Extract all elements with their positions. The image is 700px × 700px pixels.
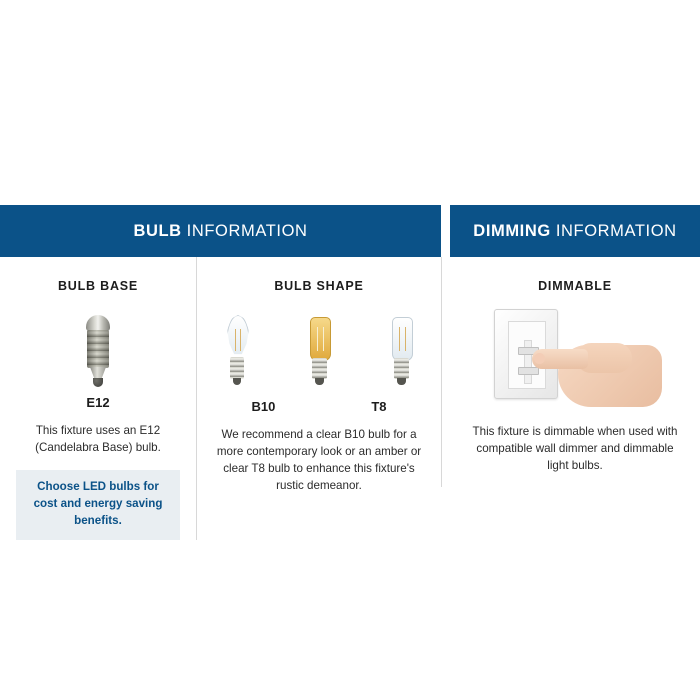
panels-container <box>0 205 700 540</box>
t8-amber-bulb-item <box>293 315 345 391</box>
bulb-shape-title: BULB SHAPE <box>274 279 364 293</box>
bulb-base-label: E12 <box>86 395 110 410</box>
bulb-information-panel <box>0 205 441 540</box>
dimmable-column <box>450 257 700 474</box>
bulb-shape-label-b10: B10 <box>251 399 276 414</box>
bulb-shape-description: We recommend a clear B10 bulb for a more contemporary look or an amber or clear T8 bulb to enhance this fixture's rustic demeanor. <box>216 428 422 493</box>
t8-amber-bulb-icon <box>304 315 334 391</box>
bulb-panel-body <box>0 257 441 540</box>
bulb-base-title: BULB BASE <box>57 279 139 293</box>
dimming-header-light: INFORMATION <box>555 221 677 240</box>
b10-bulb-item <box>211 315 263 391</box>
wall-dimmer-switch-icon <box>480 309 670 419</box>
dimming-information-panel <box>450 205 700 540</box>
bulb-header-strong: BULB <box>133 221 182 240</box>
bulb-header-light: INFORMATION <box>186 221 308 240</box>
bulb-information-header <box>0 205 441 257</box>
t8-clear-bulb-item <box>375 315 427 391</box>
bulb-shape-labels <box>211 391 427 414</box>
dimming-header-strong: DIMMING <box>473 221 551 240</box>
bulb-base-description: This fixture uses an E12 (Candelabra Base) bulb. <box>35 424 161 455</box>
dimmable-description: This fixture is dimmable when used with compatible wall dimmer and dimmable light bulbs. <box>472 425 678 473</box>
t8-clear-bulb-icon <box>386 315 416 391</box>
dimmable-title: DIMMABLE <box>538 279 612 293</box>
e12-bulb-base-icon <box>16 309 180 387</box>
bulb-shape-icons <box>211 309 427 391</box>
hand-icon <box>532 337 662 415</box>
bulb-shape-column <box>196 257 441 540</box>
panel-gap-divider <box>441 205 450 540</box>
bulb-base-column <box>0 257 196 540</box>
bulb-shape-label-t8: T8 <box>371 399 387 414</box>
led-bulb-note: Choose LED bulbs for cost and energy saving benefits. <box>16 470 180 539</box>
panel-vertical-divider <box>441 257 442 487</box>
b10-bulb-icon <box>220 315 254 391</box>
dimming-information-header <box>450 205 700 257</box>
